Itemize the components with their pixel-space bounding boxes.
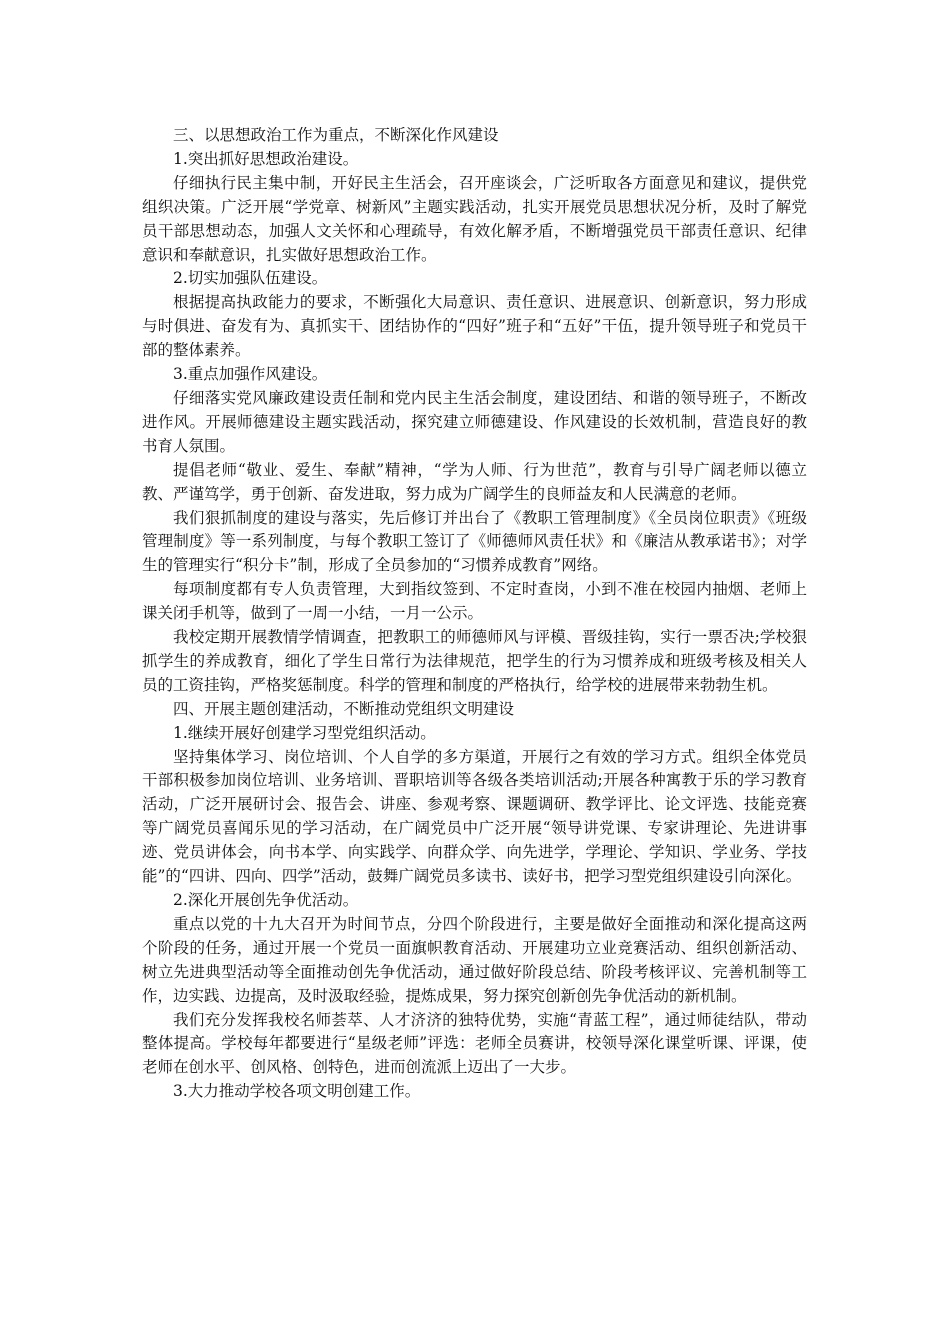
subheading-3-2: 2.切实加强队伍建设。 — [173, 269, 328, 288]
paragraph: 坚持集体学习、岗位培训、个人自学的多方渠道，开展行之有效的学习方式。组织全体党员干部积极参加岗位培训、业务培训、晋职培训等各级各类培训活动;开展各种寓教于乐的学习教育活动，广泛开展研讨会、报告会、讲座、参观考察、课题调研、教学评比、论文评选、技能竞赛等广阔党员喜闻乐见的学习活动，在广阔党员中广泛开展“领导讲党课、专家讲理论、先进讲事迹、党员讲体会，向书本学、向实践学、向群众学、向先进学，学理论、学知识、学业务、学技能”的“四讲、四向、四学”活动，鼓舞广阔党员多读书、读好书，把学习型党组织建设引向深化。 — [142, 747, 807, 886]
paragraph: 提倡老师“敬业、爱生、奉献”精神，“学为人师、行为世范”，教育与引导广阔老师以德立教、严谨笃学，勇于创新、奋发进取，努力成为广阔学生的良师益友和人民满意的老师。 — [142, 460, 807, 503]
section-heading-4: 四、开展主题创建活动，不断推动党组织文明建设 — [173, 699, 515, 718]
subheading-4-3: 3.大力推动学校各项文明创建工作。 — [173, 1082, 421, 1101]
paragraph: 我们充分发挥我校名师荟萃、人才济济的独特优势，实施“青蓝工程”，通过师徒结队，带动整体提高。学校每年都要进行“星级老师”评选：老师全员赛讲，校领导深化课堂听课、评课，使老师在创水平、创风格、创特色，进而创流派上迈出了一大步。 — [142, 1010, 807, 1077]
paragraph: 仔细落实党风廉政建设责任制和党内民主生活会制度，建设团结、和谐的领导班子，不断改进作风。开展师德建设主题实践活动，探究建立师德建设、作风建设的长效机制，营造良好的教书育人氛围。 — [142, 388, 807, 455]
paragraph: 我们狠抓制度的建设与落实，先后修订并出台了《教职工管理制度》《全员岗位职责》《班级管理制度》等一系列制度，与每个教职工签订了《师德师风责任状》和《廉洁从教承诺书》；对学生的管理实行“积分卡”制，形成了全员参加的“习惯养成教育”网络。 — [142, 508, 807, 575]
paragraph: 根据提高执政能力的要求，不断强化大局意识、责任意识、进展意识、创新意识，努力形成与时俱进、奋发有为、真抓实干、团结协作的“四好”班子和“五好”干伍，提升领导班子和党员干部的整体素养。 — [142, 293, 807, 360]
subheading-4-1: 1.继续开展好创建学习型党组织活动。 — [173, 723, 436, 742]
paragraph: 仔细执行民主集中制，开好民主生活会，召开座谈会，广泛听取各方面意见和建议，提供党组织决策。广泛开展“学党章、树新风”主题实践活动，扎实开展党员思想状况分析，及时了解党员干部思想动态，加强人文关怀和心理疏导，有效化解矛盾，不断增强党员干部责任意识、纪律意识和奉献意识，扎实做好思想政治工作。 — [142, 173, 807, 264]
subheading-3-3: 3.重点加强作风建设。 — [173, 365, 328, 384]
paragraph: 每项制度都有专人负责管理，大到指纹签到、不定时查岗，小到不准在校园内抽烟、老师上课关闭手机等，做到了一周一小结，一月一公示。 — [142, 580, 807, 623]
paragraph: 我校定期开展教情学情调查，把教职工的师德师风与评模、晋级挂钩，实行一票否决;学校狠抓学生的养成教育，细化了学生日常行为法律规范，把学生的行为习惯养成和班级考核及相关人员的工资挂钩，严格奖惩制度。科学的管理和制度的严格执行，给学校的进展带来勃勃生机。 — [142, 628, 807, 694]
document-page — [142, 124, 807, 1104]
subheading-3-1: 1.突出抓好思想政治建设。 — [173, 149, 359, 168]
section-heading-3: 三、以思想政治工作为重点，不断深化作风建设 — [173, 126, 499, 144]
subheading-4-2: 2.深化开展创先争优活动。 — [173, 891, 359, 909]
paragraph: 重点以党的十九大召开为时间节点，分四个阶段进行，主要是做好全面推动和深化提高这两个阶段的任务，通过开展一个党员一面旗帜教育活动、开展建功立业竞赛活动、组织创新活动、树立先进典型活动等全面推动创先争优活动，通过做好阶段总结、阶段考核评议、完善机制等工作，边实践、边提高，及时汲取经验，提炼成果，努力探究创新创先争优活动的新机制。 — [142, 914, 807, 1005]
